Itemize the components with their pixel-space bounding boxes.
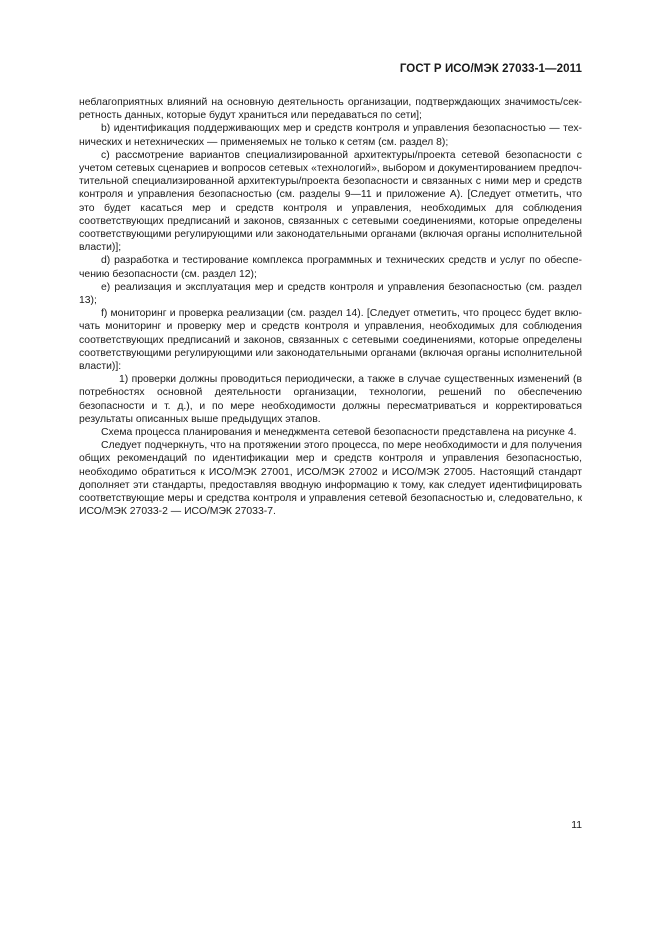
list-item-c: c) рассмотрение вариантов специализированной архитектуры/проекта сетевой безопасности с учетом сетевых сценариев и вопросов сетевых «технологий», выбором и документированием предпочтительной специализированной архитектуры/проекта безопасности и связанных с ними мер и средств контроля и управления безопасностью (см. разделы 9—11 и приложение А). [Следует отметить, что это будет касаться мер и средств контроля и управления, необходимых для соблюдения соответствующих предписаний и законов, связанных с сетевыми соединениями, которые определены соответствующими регулирующими или законодательными органами (включая органы исполнительной власти)];	[79, 149, 582, 254]
document-header: ГОСТ Р ИСО/МЭК 27033-1—2011	[399, 63, 582, 75]
list-item-d: d) разработка и тестирование комплекса программных и технических средств и услуг по обеспечению безопасности (см. раздел 12);	[79, 255, 582, 280]
sub-item-1: 1) проверки должны проводиться периодически, а также в случае существенных изменений (в потребностях основной деятельности организации, технологии, решений по обеспечению безопасности и т. д.), и по мере необходимости должны пересматриваться и корректироваться результаты описанных выше предыдущих этапов.	[79, 374, 582, 425]
paragraph-figure-reference: Схема процесса планирования и менеджмента сетевой безопасности представлена на рисунке 4.	[101, 427, 577, 439]
paragraph-standards-reference: Следует подчеркнуть, что на протяжении этого процесса, по мере необходимости и для получения общих рекомендаций по идентификации мер и средств контроля и управления безопасностью, необходимо обратиться к ИСО/МЭК 27001, ИСО/МЭК 27002 и ИСО/МЭК 27005. Настоящий стандарт дополняет эти стандарты, предоставляя вводную информацию к тому, как следует идентифицировать соответствующие меры и средства контроля и управления сетевой безопасностью и, следовательно, к ИСО/МЭК 27033-2 — ИСО/МЭК 27033-7.	[79, 440, 582, 518]
list-item-b: b) идентификация поддерживающих мер и средств контроля и управления безопасностью — технических и нетехнических — применяемых не только к сетям (см. раздел 8);	[79, 123, 582, 148]
page-number: 11	[571, 820, 582, 831]
paragraph-continuation: неблагоприятных влияний на основную деятельность организации, подтверждающих значимость/секретность данных, которые будут храниться или передаваться по сети];	[79, 97, 582, 122]
list-item-f: f) мониторинг и проверка реализации (см. раздел 14). [Следует отметить, что процесс будет включать мониторинг и проверку мер и средств контроля и управления, необходимых для соблюдения соответствующих предписаний и законов, связанных с сетевыми соединениями, которые определены соответствующими регулирующими или законодательными органами (включая органы исполнительной власти)]:	[79, 308, 582, 373]
list-item-e: e) реализация и эксплуатация мер и средств контроля и управления безопасностью (см. раздел 13);	[79, 281, 582, 307]
document-body	[79, 96, 582, 519]
